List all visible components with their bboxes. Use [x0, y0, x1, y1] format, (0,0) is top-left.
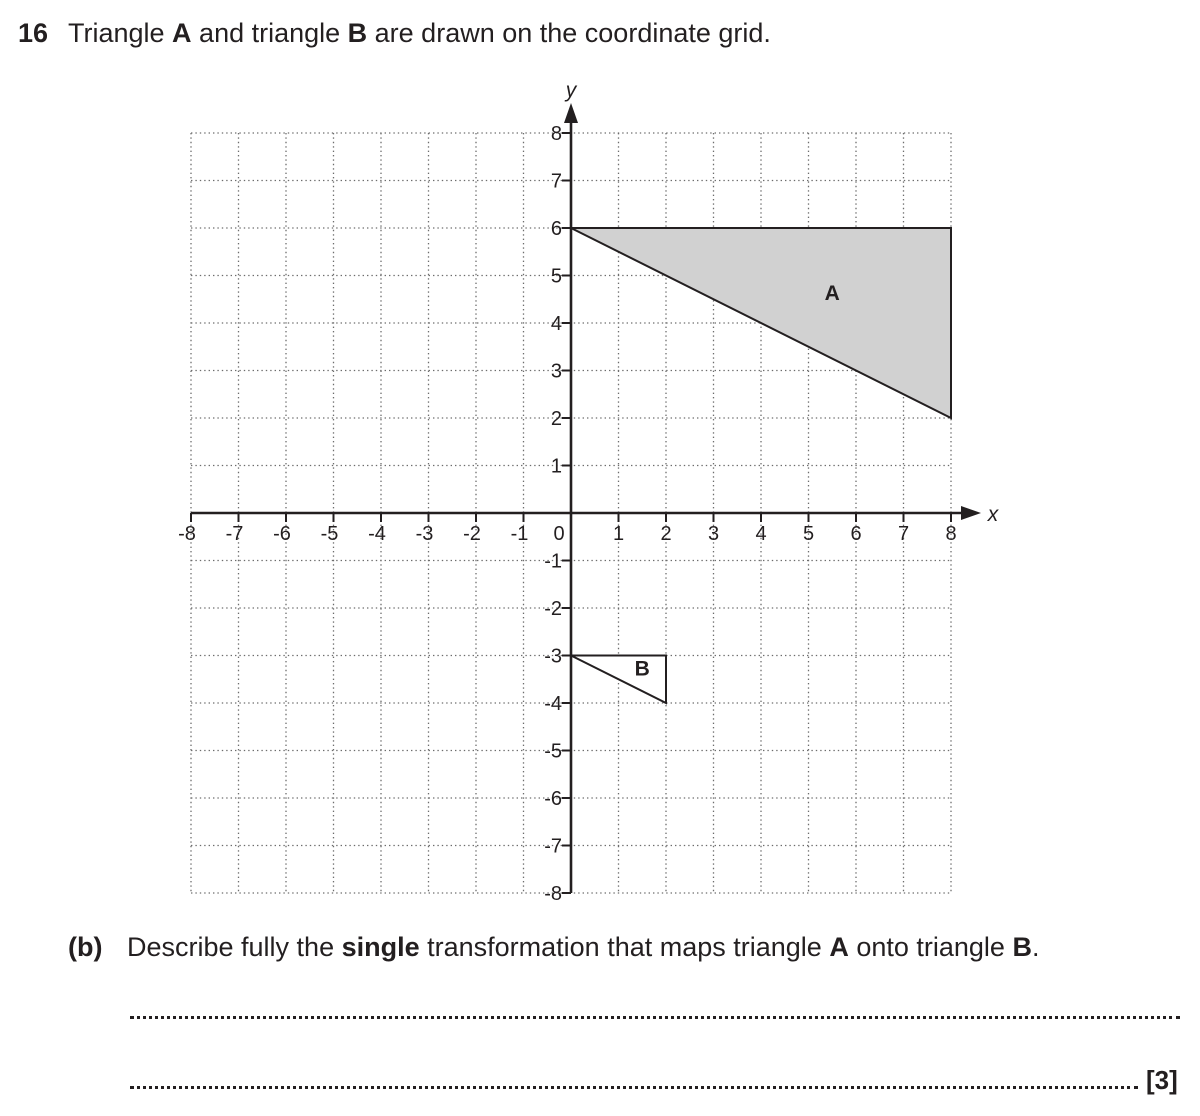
part-b-bold-word: single	[341, 932, 420, 962]
triangle-a-label: A	[824, 282, 840, 306]
axes	[191, 103, 981, 893]
question-text-2: and triangle	[191, 18, 348, 48]
x-tick-label: -1	[510, 523, 529, 545]
x-tick-label: -5	[320, 523, 339, 545]
x-tick-label: -2	[463, 523, 481, 545]
y-tick-label: 7	[550, 170, 562, 193]
x-axis-arrow	[961, 506, 981, 520]
part-b-prompt	[68, 930, 1039, 964]
y-tick-label: 3	[550, 360, 562, 383]
x-tick-label: -8	[178, 523, 196, 545]
part-b-label: (b)	[68, 932, 103, 962]
tick-labels	[178, 79, 1000, 905]
triangle-b	[571, 656, 666, 704]
question-text-1: Triangle	[68, 18, 173, 48]
y-tick-label: -8	[544, 883, 562, 905]
x-tick-label: -3	[415, 523, 434, 545]
question-text-3: are drawn on the coordinate grid.	[367, 18, 771, 48]
x-tick-label: 3	[707, 523, 720, 545]
answer-line[interactable]	[130, 1086, 1138, 1089]
part-b-triangle-a: A	[829, 932, 849, 962]
triangle-b-label: B	[634, 657, 650, 681]
y-tick-label: -1	[544, 550, 562, 573]
y-tick-label: -6	[544, 788, 562, 810]
question-triangle-b: B	[347, 18, 368, 48]
part-b-text-2: transformation that maps triangle	[419, 932, 830, 962]
part-b-triangle-b: B	[1012, 932, 1032, 962]
x-tick-label: 7	[897, 523, 910, 545]
x-tick-label: 2	[660, 523, 672, 545]
y-axis-arrow	[564, 103, 578, 123]
x-tick-label: 8	[945, 523, 957, 545]
y-tick-label: -5	[544, 740, 562, 763]
x-axis-label: x	[987, 503, 999, 526]
part-b-text-4: .	[1031, 932, 1040, 962]
question-number: 16	[18, 18, 49, 48]
y-tick-label: 1	[550, 455, 562, 478]
x-tick-label: 5	[802, 523, 815, 545]
marks-label: [3]	[1146, 1065, 1178, 1095]
x-tick-label: -4	[368, 523, 386, 545]
question-triangle-a: A	[172, 18, 192, 48]
answer-line[interactable]	[130, 1016, 1180, 1019]
y-tick-label: -2	[544, 598, 562, 620]
x-tick-label: -7	[225, 523, 244, 545]
y-tick-label: -4	[544, 693, 562, 715]
x-tick-label: 1	[612, 523, 625, 545]
y-tick-label: -7	[544, 835, 562, 858]
part-b-text-3: onto triangle	[848, 932, 1013, 962]
y-tick-label: -3	[544, 645, 562, 668]
x-tick-label: -6	[273, 523, 291, 545]
x-tick-label: 4	[755, 523, 767, 545]
y-tick-label: 2	[550, 408, 562, 430]
origin-label: 0	[553, 523, 565, 545]
y-tick-label: 4	[550, 313, 562, 335]
part-b-text-1: Describe fully the	[127, 932, 342, 962]
y-tick-label: 6	[550, 218, 562, 240]
x-tick-label: 6	[850, 523, 862, 545]
y-tick-label: 8	[550, 123, 562, 145]
y-tick-label: 5	[550, 265, 562, 288]
y-axis-label: y	[565, 79, 577, 102]
